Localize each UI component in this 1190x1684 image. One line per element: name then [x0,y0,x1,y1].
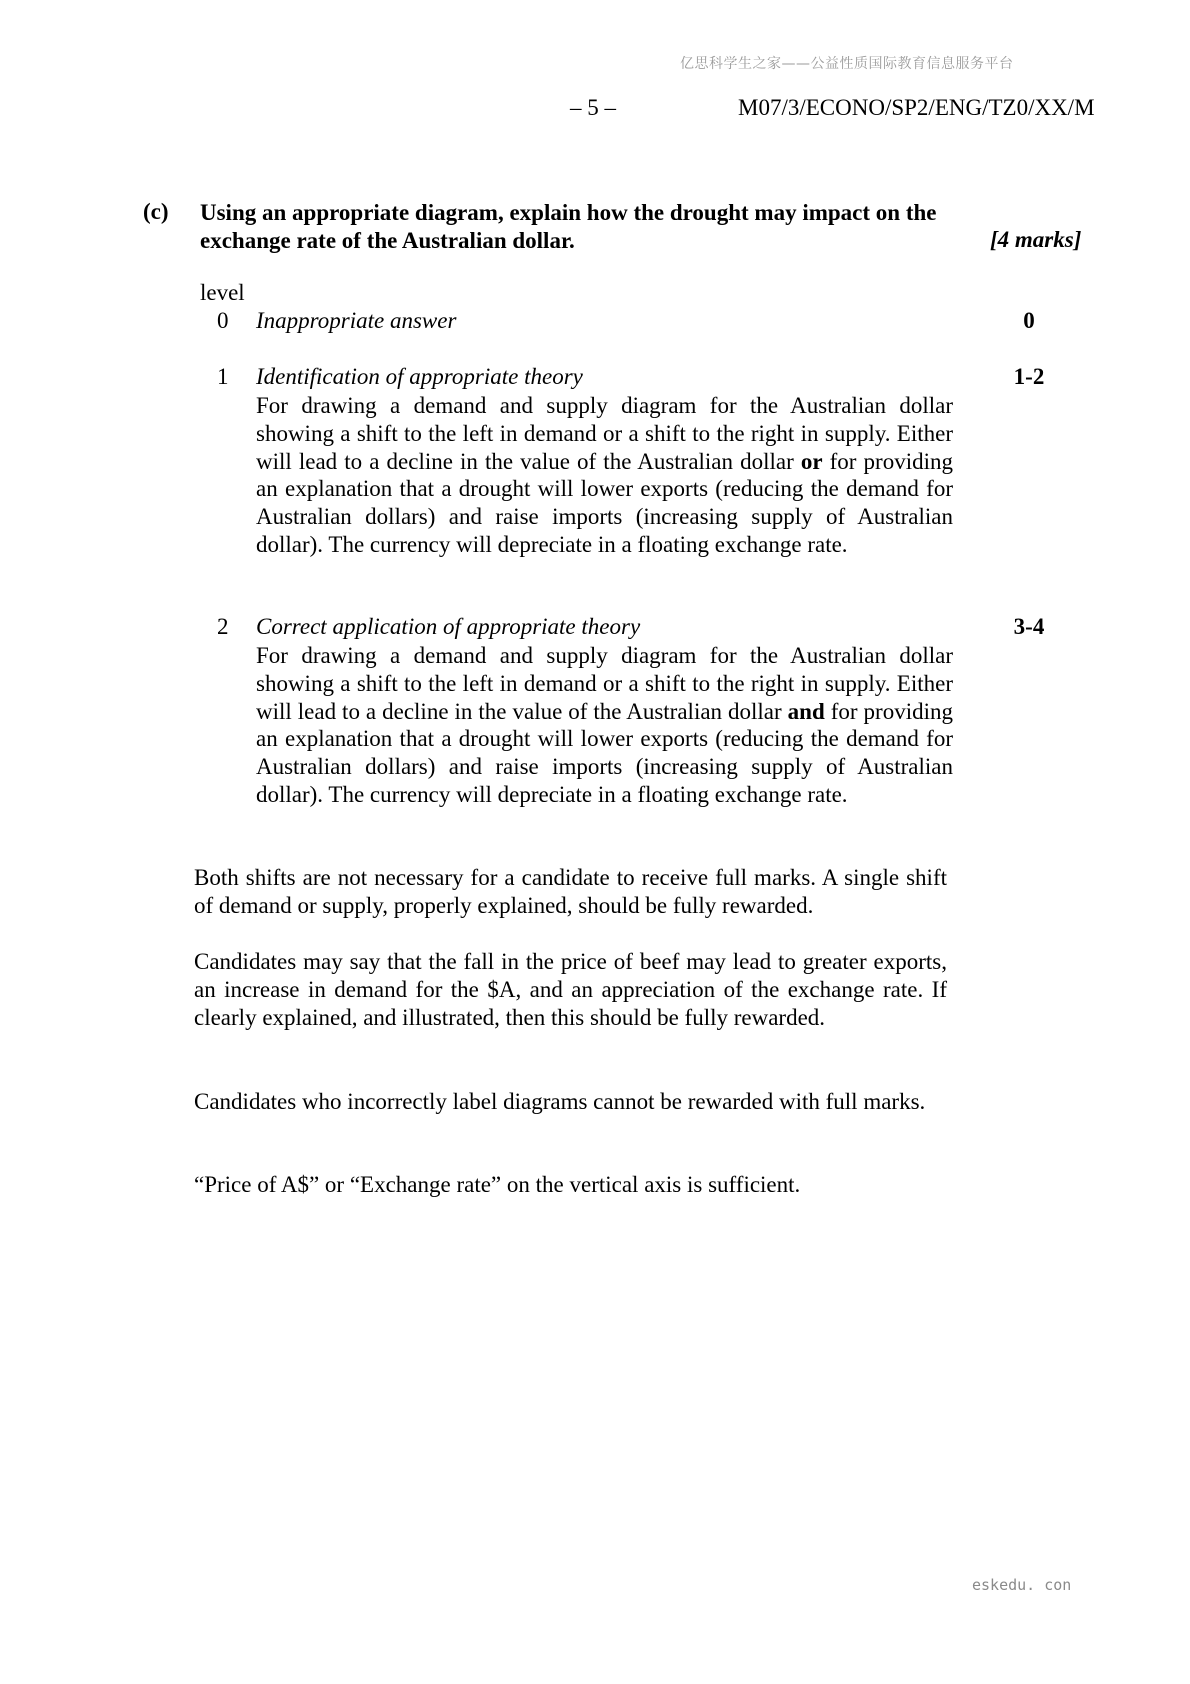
level-score: 1-2 [1013,364,1045,389]
header-watermark: 亿思科学生之家——公益性质国际教育信息服务平台 [680,56,1014,72]
emphasis-and: and [787,698,825,724]
level-title: Identification of appropriate theory [256,364,583,389]
question-marks: [4 marks] [990,227,1082,252]
level-score: 0 [1023,308,1035,333]
level-score: 3-4 [1013,614,1045,639]
note-paragraph: Both shifts are not necessary for a candidate to receive full marks. A single shift of demand or supply, properly explained, should be fully rewarded. [194,865,947,918]
footer-watermark: eskedu. con [972,1576,1072,1594]
note-paragraph: Candidates who incorrectly label diagrams cannot be rewarded with full marks. [194,1089,926,1114]
level-title: Inappropriate answer [256,308,457,333]
level-heading: level [200,280,245,305]
note-paragraph: “Price of A$” or “Exchange rate” on the vertical axis is sufficient. [194,1172,801,1197]
level-number: 1 [217,364,229,389]
level-title: Correct application of appropriate theory [256,614,641,639]
level-number: 2 [217,614,229,639]
question-text: Using an appropriate diagram, explain how the drought may impact on the exchange rate of the Australian dollar. [200,200,937,253]
page-number: – 5 – [570,95,616,120]
level-description: For drawing a demand and supply diagram for the Australian dollar showing a shift to the left in demand or a shift to the right in supply. Either will lead to a decline in the value of the Australian dollar or for providing an explanation that a drought will lower exports (reducing the demand for Australian dollars) and raise imports (increasing supply of Australian dollar). The currency will depreciate in a floating exchange rate. [256,393,953,557]
question-label: (c) [143,199,169,224]
emphasis-or: or [800,448,823,474]
level-number: 0 [217,308,229,333]
note-paragraph: Candidates may say that the fall in the price of beef may lead to greater exports, an increase in demand for the $A, and an appreciation of the exchange rate. If clearly explained, and illustrated, then this should be fully rewarded. [194,949,947,1030]
exam-code: M07/3/ECONO/SP2/ENG/TZ0/XX/M [738,95,1095,120]
level-description: For drawing a demand and supply diagram for the Australian dollar showing a shift to the left in demand or a shift to the right in supply. Either will lead to a decline in the value of the Australian dollar and for providing an explanation that a drought will lower exports (reducing the demand for Australian dollars) and raise imports (increasing supply of Australian dollar). The currency will depreciate in a floating exchange rate. [256,643,953,807]
